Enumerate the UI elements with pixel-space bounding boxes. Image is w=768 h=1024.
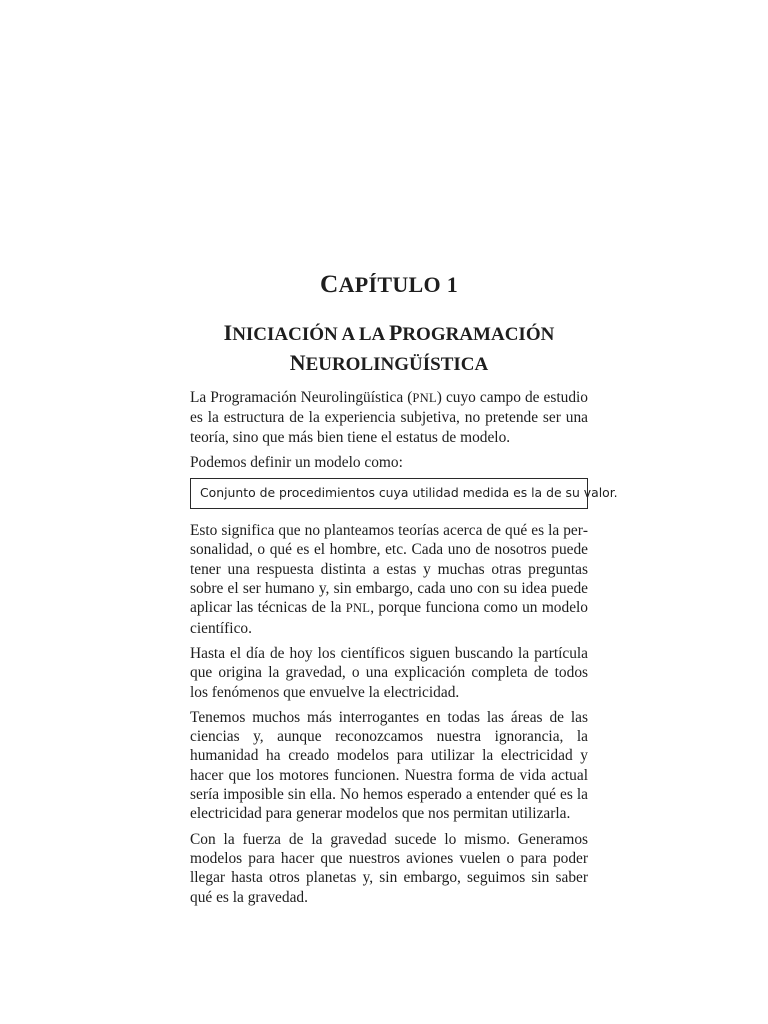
title-text-iniciacion: NICIACIÓN A LA [232, 324, 389, 345]
chapter-title-line-2 [190, 349, 588, 379]
title-text-programacion: ROGRAMACIÓN [402, 324, 555, 345]
chapter-heading [190, 270, 588, 299]
intro-text-end: ) cuyo campo de estudio es la estructura de la experiencia subjetiva, no pretende ser una teoría, sino que más bien tiene el estatus de modelo. [190, 389, 588, 446]
meaning-text-start: Esto significa que no planteamos teorías acerca de qué es la personalidad, o qué es el hombre, etc. Cada uno de nosotros puede tener una respuesta distinta a estas y muchas otras preguntas sobre el ser humano y, sin embargo, cada uno con su idea puede aplicar las técnicas de la [190, 522, 588, 617]
abbr-pnl: PNL [345, 601, 371, 616]
paragraph-definition-lead: Podemos definir un modelo como: [190, 453, 403, 471]
chapter-heading-initial: C [319, 270, 339, 298]
title-initial-n: N [289, 351, 306, 375]
title-initial-p: P [388, 321, 403, 345]
abbr-pnl: PNL [412, 391, 437, 405]
chapter-title-line-1 [190, 319, 588, 349]
intro-text-start: La Programación Neurolingüística ( [190, 389, 413, 406]
chapter-title [190, 319, 588, 379]
paragraph-gravity: Hasta el día de hoy los científicos siguen buscando la partícula que origina la gravedad, o una explicación completa de todos los fenómenos que envuelve la electricidad. [190, 644, 588, 701]
chapter-heading-rest: APÍTULO 1 [338, 272, 458, 297]
paragraph-force: Con la fuerza de la gravedad sucede lo mismo. Generamos modelos para hacer que nuestros aviones vuelen o para poder llegar hasta otros planetas y, sin embargo, seguimos sin saber qué es la gravedad. [190, 830, 588, 906]
meaning-text-end: , porque funciona como un modelo científico. [190, 599, 588, 637]
paragraph-questions: Tenemos muchos más interrogantes en todas las áreas de las ciencias y, aunque reconozcamos nuestra ignorancia, la humanidad ha creado modelos para utilizar la electricidad y hacer que los motores funcionen. Nuestra forma de vida actual sería imposible sin ella. No hemos esperado a entender qué es la electricidad para generar modelos que nos permitan utilizarla. [190, 708, 588, 823]
definition-box: Conjunto de procedimientos cuya utilidad medida es la de su valor. [190, 478, 588, 509]
title-text-neurolinguistica: EUROLINGÜÍSTICA [305, 354, 489, 375]
body-text [190, 388, 618, 913]
paragraph-intro [190, 388, 588, 447]
paragraph-meaning [190, 521, 588, 638]
title-initial-i: I [223, 321, 233, 345]
